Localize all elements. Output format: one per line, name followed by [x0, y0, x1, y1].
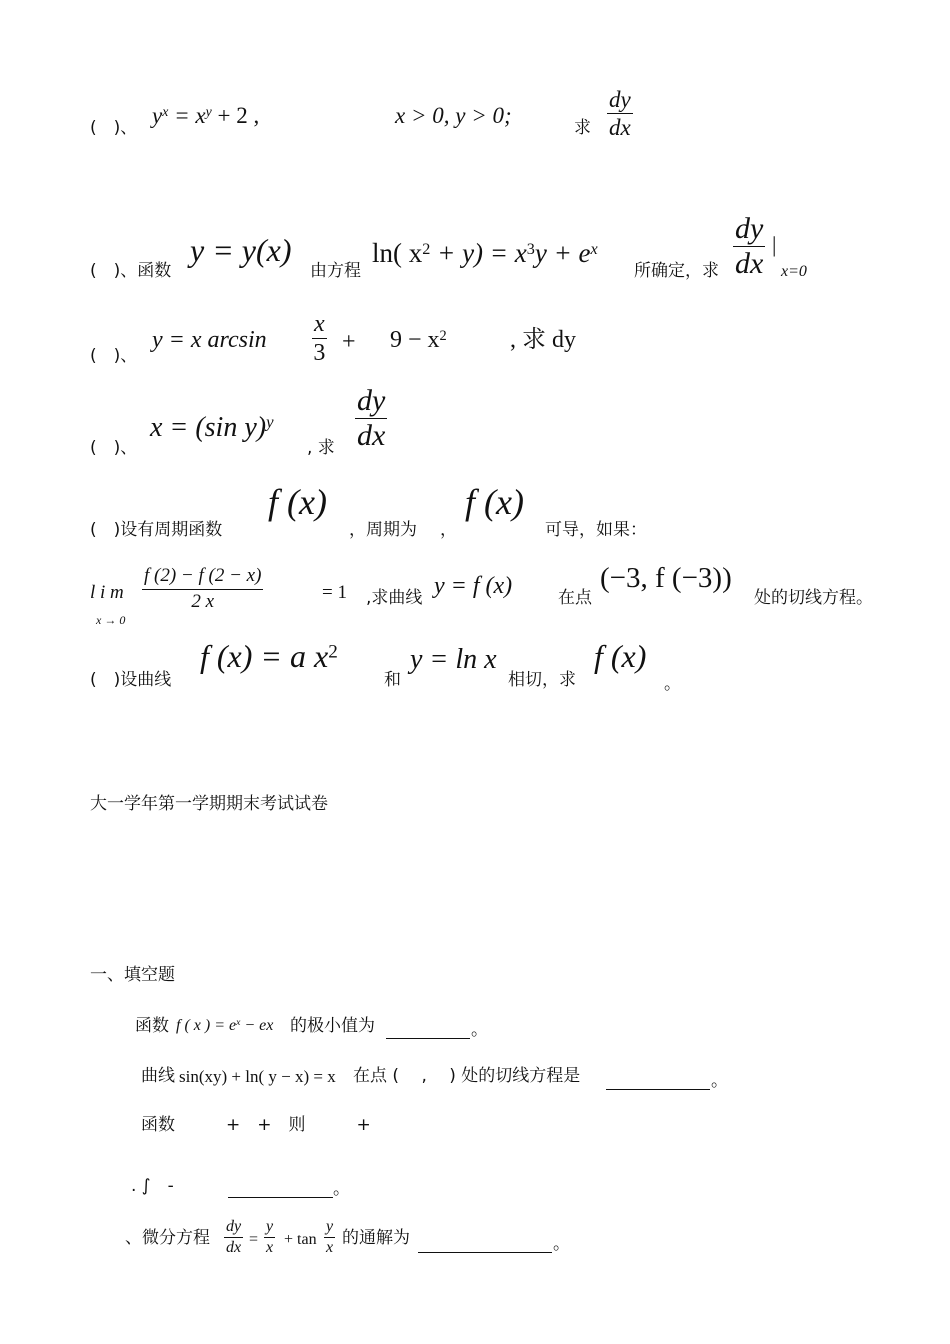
p5-derivable: 可导，如果：	[545, 520, 647, 540]
p3-ask: , 求 dy	[510, 327, 576, 353]
p2-equation: ln( $x^2 + y) = x^3y + e^x$	[372, 238, 598, 268]
section-heading: 一、填空题	[90, 965, 175, 985]
p1-derivative: $\frac{dy}{dx}$	[609, 87, 631, 140]
q3-text: 函数 + + 则 +	[141, 1115, 371, 1135]
p6-point: (−3, f (−3))	[600, 562, 732, 594]
p7-and: 和	[384, 670, 401, 690]
p2-function: y = y(x)	[190, 232, 292, 268]
p2-eval-point: x=0	[781, 263, 807, 280]
p1-condition: x > 0, y > 0;	[395, 103, 512, 128]
p2-derivative: $\frac{dy}{dx}$	[735, 212, 764, 280]
q5-frac2: $\frac{y}{x}$	[326, 1218, 334, 1256]
p3-plus: +	[342, 329, 356, 355]
p3-fraction: $\frac{x}{3}$	[313, 311, 326, 366]
q5-frac1: $\frac{y}{x}$	[266, 1218, 274, 1256]
p6-eq: = 1	[322, 582, 347, 603]
p1-number: ( )、	[90, 118, 138, 138]
q2-expr: sin(xy) + ln( y − x) = x	[179, 1067, 336, 1086]
p6-tail: 处的切线方程。	[754, 588, 873, 608]
q5-prefix: 、微分方程	[125, 1228, 210, 1248]
p7-curve2: y = ln x	[410, 644, 497, 675]
p2-number: ( )、函数	[90, 261, 172, 281]
p3-expr: y = x arcsin	[152, 327, 267, 353]
p6-lim: l i m	[90, 582, 124, 603]
p1-ask: 求	[574, 118, 591, 138]
p5-number: ( )设有周期函数	[90, 520, 223, 540]
p7-number: ( )设曲线	[90, 670, 172, 690]
q1-end: 。	[471, 1020, 488, 1040]
p5-comma: ，	[440, 520, 457, 540]
q2-answer-blank[interactable]	[606, 1073, 710, 1090]
q1-suffix: 的极小值为	[290, 1016, 375, 1036]
q2-prefix: 曲线	[141, 1066, 175, 1086]
q1-prefix: 函数	[135, 1016, 169, 1036]
p2-eval-bar: |	[772, 232, 777, 257]
p4-expr: x = (sin y)$^y$	[150, 412, 274, 443]
p7-curve1: f (x) = a $x^2$	[200, 638, 338, 674]
p6-curve: y = f (x)	[434, 573, 513, 599]
q5-derivative: $\frac{dy}{dx}$	[226, 1218, 242, 1256]
p3-radicand: $9 - x^2$	[390, 327, 447, 353]
q5-suffix: 的通解为	[342, 1228, 410, 1248]
q5-eq: =	[249, 1231, 259, 1248]
p2-ask: 所确定，求	[634, 261, 719, 281]
q4-prefix: . ∫ -	[131, 1176, 174, 1196]
q5-plus-tan: + tan	[284, 1231, 317, 1248]
q5-end: 。	[553, 1234, 570, 1254]
p1-equation: $y^x = x^y + 2$ ,	[152, 103, 260, 128]
p6-fraction: $\frac{f (2) - f (2 - x)}{2 x}$	[144, 565, 262, 612]
q4-answer-blank[interactable]	[228, 1181, 333, 1198]
p5-f2: f (x)	[465, 482, 524, 522]
q1-expr: f ( x ) = $e^x$ − ex	[176, 1017, 274, 1034]
q4-end: 。	[333, 1179, 350, 1199]
p2-by-equation: 由方程	[310, 261, 361, 281]
q1-answer-blank[interactable]	[386, 1022, 470, 1039]
p7-end: 。	[664, 674, 681, 694]
exam-title: 大一学年第一学期期末考试试卷	[90, 794, 328, 814]
q5-answer-blank[interactable]	[418, 1236, 552, 1253]
q2-suffix: 在点 ( , ) 处的切线方程是	[353, 1066, 581, 1086]
p7-f: f (x)	[594, 638, 647, 674]
q2-end: 。	[711, 1071, 728, 1091]
p6-ask: ,求曲线	[366, 588, 423, 608]
p5-period: ，周期为	[349, 520, 417, 540]
p4-ask: , 求	[307, 438, 335, 458]
p5-f1: f (x)	[268, 482, 327, 522]
p3-number: ( )、	[90, 346, 138, 366]
p7-tangent: 相切，求	[508, 670, 576, 690]
p4-number: ( )、	[90, 438, 138, 458]
p6-lim-sub: x → 0	[96, 613, 126, 627]
p6-at: 在点	[558, 588, 592, 608]
p4-derivative: $\frac{dy}{dx}$	[357, 384, 386, 452]
